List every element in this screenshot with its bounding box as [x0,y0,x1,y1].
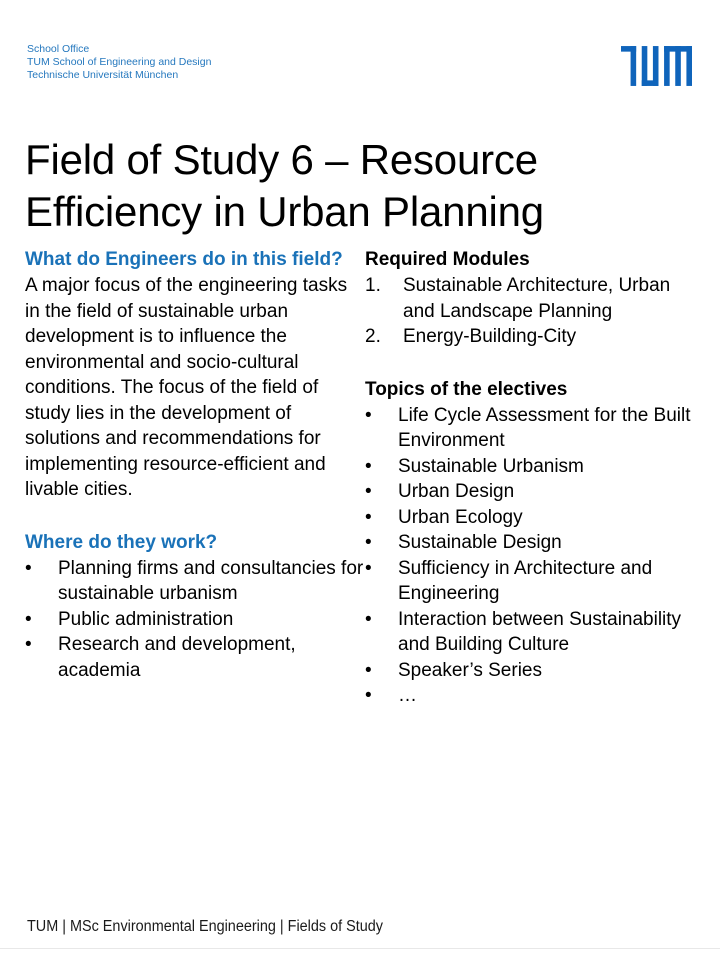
text-line: Engineering [398,583,500,604]
page-title: Field of Study 6 – Resource Efficiency in Urban Planning [25,136,544,235]
text-line: conditions. The focus of the field of [25,377,319,398]
list-item-text [58,607,363,633]
list-item-text [58,632,363,683]
bullet-marker: • [365,481,372,502]
footer [27,917,410,937]
text-line: implementing resource-efficient and [25,453,326,475]
list-item [365,607,710,658]
section-heading-engineers: What do Engineers do in this field? [25,249,343,270]
bullet-marker: • [365,506,372,528]
bullet-marker: • [365,532,372,553]
text-line: Public administration [58,608,234,630]
list-item [365,658,710,684]
header-line-office: School Office [27,43,90,55]
list-item-text [398,454,710,480]
bullet-marker: • [25,557,32,579]
text-line: solutions and recommendations for [25,428,321,449]
list-item [25,607,363,633]
text-line: Interaction between Sustainability [398,608,682,630]
list-item [365,479,710,505]
list-item-text [398,530,710,556]
work-list [25,556,363,684]
list-item [365,403,710,454]
text-line: Sustainable Architecture, Urban [403,275,671,296]
text-line: A major focus of the engineering tasks [25,275,348,296]
list-item-text [398,505,710,531]
text-line: Life Cycle Assessment for the Built [398,404,691,426]
text-line: Sufficiency in Architecture and [398,557,653,579]
text-line: and Building Culture [398,634,570,655]
text-line: in the field of sustainable urban [25,300,289,322]
list-item [365,556,710,607]
list-item-text [403,324,710,350]
list-item-text [398,683,710,709]
section-heading-work: Where do they work? [25,531,218,553]
text-line: study lies in the development of [25,402,292,424]
text-line: Research and development, [58,634,296,655]
list-item-text [403,273,710,324]
text-line: sustainable urbanism [58,583,238,604]
header-line-university: Technische Universität München [27,69,179,81]
electives-list [365,403,710,709]
text-line: environmental and socio-cultural [25,351,299,373]
list-item [365,530,710,556]
text-line: Speaker’s Series [398,659,542,681]
list-item-text [398,403,710,454]
list-item [365,273,710,324]
text-line: Environment [398,430,505,451]
engineers-paragraph [25,273,363,503]
text-line: Sustainable Urbanism [398,455,584,477]
list-item-text [398,658,710,684]
bullet-marker: • [365,404,372,426]
section-heading-electives: Topics of the electives [365,378,568,400]
footer-text: TUM | MSc Environmental Engineering | Fields of Study [27,918,384,935]
bullet-marker: • [365,659,372,681]
header-address [27,43,211,82]
text-line: Energy-Building-City [403,326,577,347]
header-line-school: TUM School of Engineering and Design [27,56,212,68]
list-item-text [58,556,363,607]
list-item [365,505,710,531]
bullet-marker: • [25,634,32,655]
text-line: Sustainable Design [398,532,562,553]
right-column [365,247,710,709]
bullet-marker: • [365,685,372,706]
tum-logo-icon [621,46,692,86]
list-item [365,683,710,709]
required-modules-list [365,273,710,350]
list-item-text [398,556,710,607]
text-line: Planning firms and consultancies for [58,557,364,579]
bottom-divider [0,948,720,949]
section-heading-required-modules: Required Modules [365,249,530,270]
text-line: Urban Design [398,481,515,502]
text-line: livable cities. [25,479,133,500]
left-column [25,247,363,683]
text-line: Urban Ecology [398,506,523,528]
list-item [365,324,710,350]
list-item-text [398,607,710,658]
bullet-marker: • [25,608,32,630]
list-item [25,632,363,683]
list-item [365,454,710,480]
bullet-marker: • [365,608,372,630]
number-marker: 1. [365,275,381,296]
number-marker: 2. [365,326,381,347]
text-line: … [398,685,417,706]
bullet-marker: • [365,557,372,579]
text-line: and Landscape Planning [403,300,613,322]
bullet-marker: • [365,455,372,477]
list-item [25,556,363,607]
list-item-text [398,479,710,505]
text-line: development is to influence the [25,326,287,347]
text-line: academia [58,659,141,681]
